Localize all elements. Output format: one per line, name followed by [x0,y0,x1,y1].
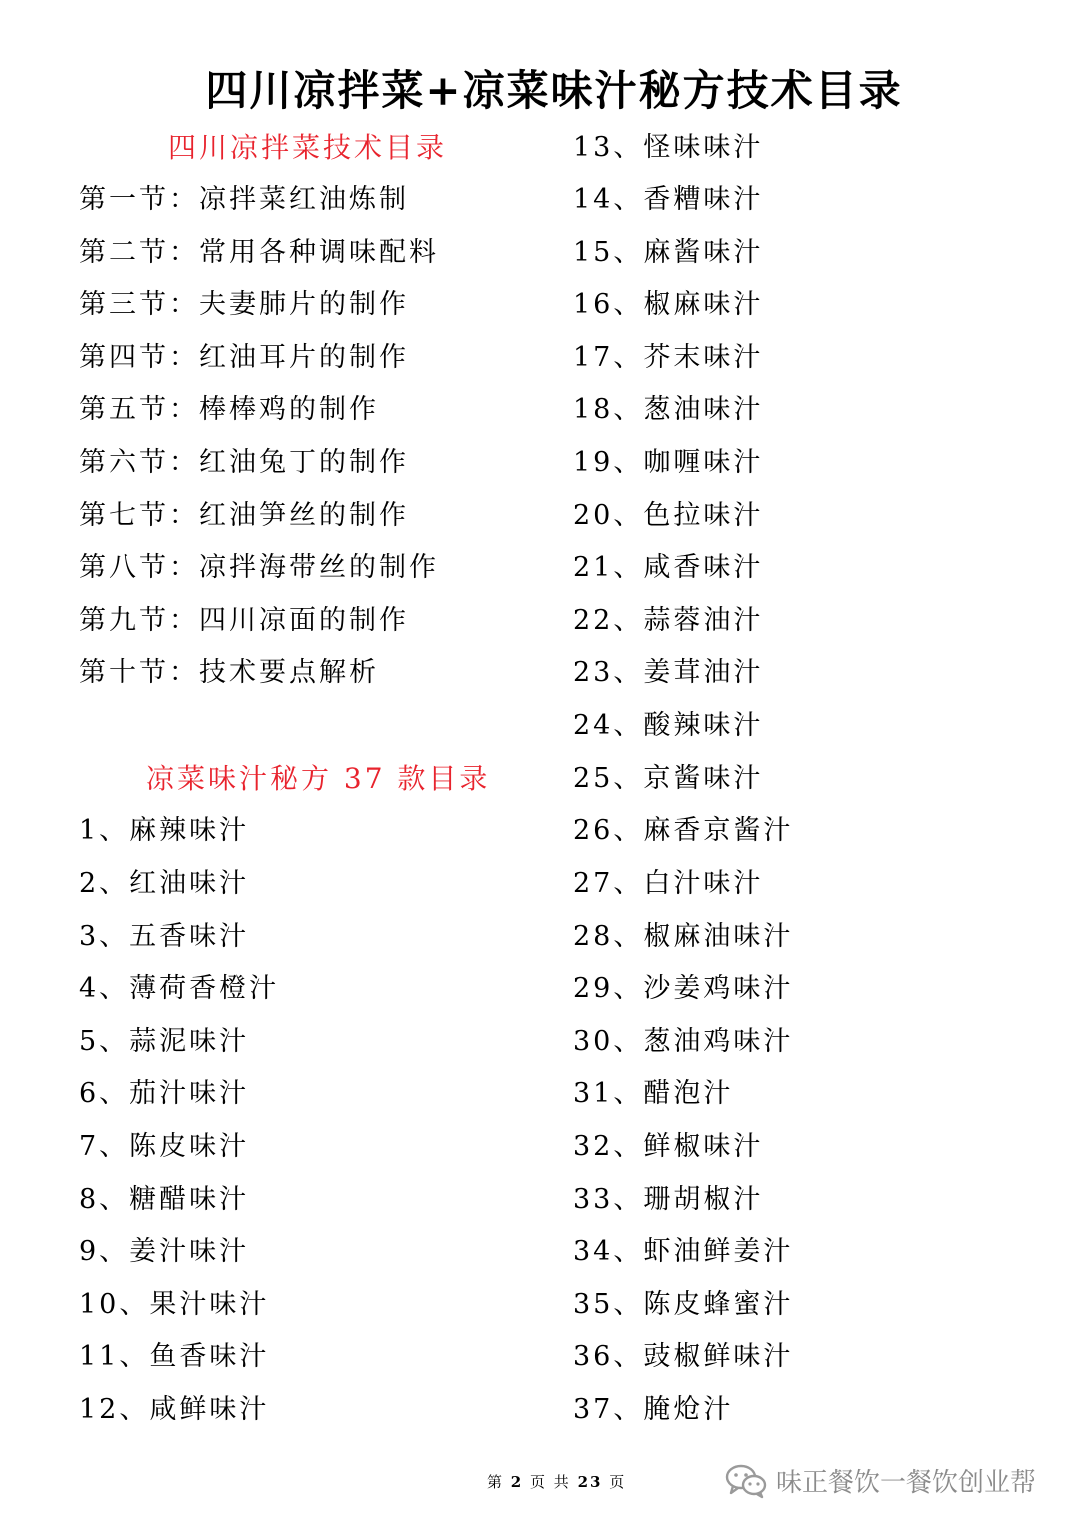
list-item: 30、葱油鸡味汁 [573,1026,794,1057]
page-total: 23 [577,1473,603,1491]
watermark-text: 味正餐饮一餐饮创业帮 [776,1468,1037,1498]
list-item: 第三节：夫妻肺片的制作 [79,289,409,320]
list-item: 20、色拉味汁 [573,500,764,531]
list-item: 24、酸辣味汁 [573,710,764,741]
list-item: 第七节：红油笋丝的制作 [79,500,409,531]
list-item: 第五节：棒棒鸡的制作 [79,394,379,425]
list-item: 37、腌炝汁 [573,1394,734,1425]
page-current: 2 [510,1473,524,1491]
list-item: 6、茄汁味汁 [79,1078,250,1109]
list-item: 8、糖醋味汁 [79,1184,250,1215]
list-item: 36、豉椒鲜味汁 [573,1341,794,1372]
list-item: 第二节：常用各种调味配料 [79,237,439,268]
section-heading-sauces: 凉菜味汁秘方 37 款目录 [146,762,491,795]
list-item: 11、鱼香味汁 [79,1341,270,1372]
list-item: 18、葱油味汁 [573,394,764,425]
list-item: 3、五香味汁 [79,921,250,952]
watermark [724,1462,1036,1499]
list-item: 1、麻辣味汁 [79,815,250,846]
list-item: 28、椒麻油味汁 [573,921,794,952]
list-item: 27、白汁味汁 [573,868,764,899]
list-item: 10、果汁味汁 [79,1289,270,1320]
list-item: 16、椒麻味汁 [573,289,764,320]
list-item: 17、芥末味汁 [573,342,764,373]
list-item: 31、醋泡汁 [573,1078,734,1109]
list-item: 21、咸香味汁 [573,552,764,583]
list-item: 35、陈皮蜂蜜汁 [573,1289,794,1320]
wechat-icon [724,1463,768,1499]
page-title: 四川凉拌菜+凉菜味汁秘方技术目录 [205,66,903,115]
page-prefix: 第 [487,1473,505,1491]
list-item: 22、蒜蓉油汁 [573,605,764,636]
list-item: 9、姜汁味汁 [79,1236,250,1267]
list-item: 19、咖喱味汁 [573,447,764,478]
list-item: 14、香糟味汁 [573,184,764,215]
section-heading-techniques: 四川凉拌菜技术目录 [168,131,448,164]
list-item: 15、麻酱味汁 [573,237,764,268]
page-number [487,1471,626,1492]
list-item: 第九节：四川凉面的制作 [79,605,409,636]
page-middle: 页 共 [530,1473,571,1491]
list-item: 第十节：技术要点解析 [79,657,379,688]
list-item: 32、鲜椒味汁 [573,1131,764,1162]
list-item: 7、陈皮味汁 [79,1131,250,1162]
list-item: 4、薄荷香橙汁 [79,973,280,1004]
list-item: 12、咸鲜味汁 [79,1394,270,1425]
list-item: 23、姜茸油汁 [573,657,764,688]
page-suffix: 页 [609,1473,627,1491]
list-item: 26、麻香京酱汁 [573,815,794,846]
list-item: 第四节：红油耳片的制作 [79,342,409,373]
list-item: 2、红油味汁 [79,868,250,899]
list-item: 第八节：凉拌海带丝的制作 [79,552,439,583]
list-item: 第一节：凉拌菜红油炼制 [79,184,409,215]
list-item: 34、虾油鲜姜汁 [573,1236,794,1267]
list-item: 5、蒜泥味汁 [79,1026,250,1057]
list-item: 33、珊胡椒汁 [573,1184,764,1215]
list-item: 13、怪味味汁 [573,132,764,163]
list-item: 29、沙姜鸡味汁 [573,973,794,1004]
list-item: 第六节：红油兔丁的制作 [79,447,409,478]
list-item: 25、京酱味汁 [573,763,764,794]
